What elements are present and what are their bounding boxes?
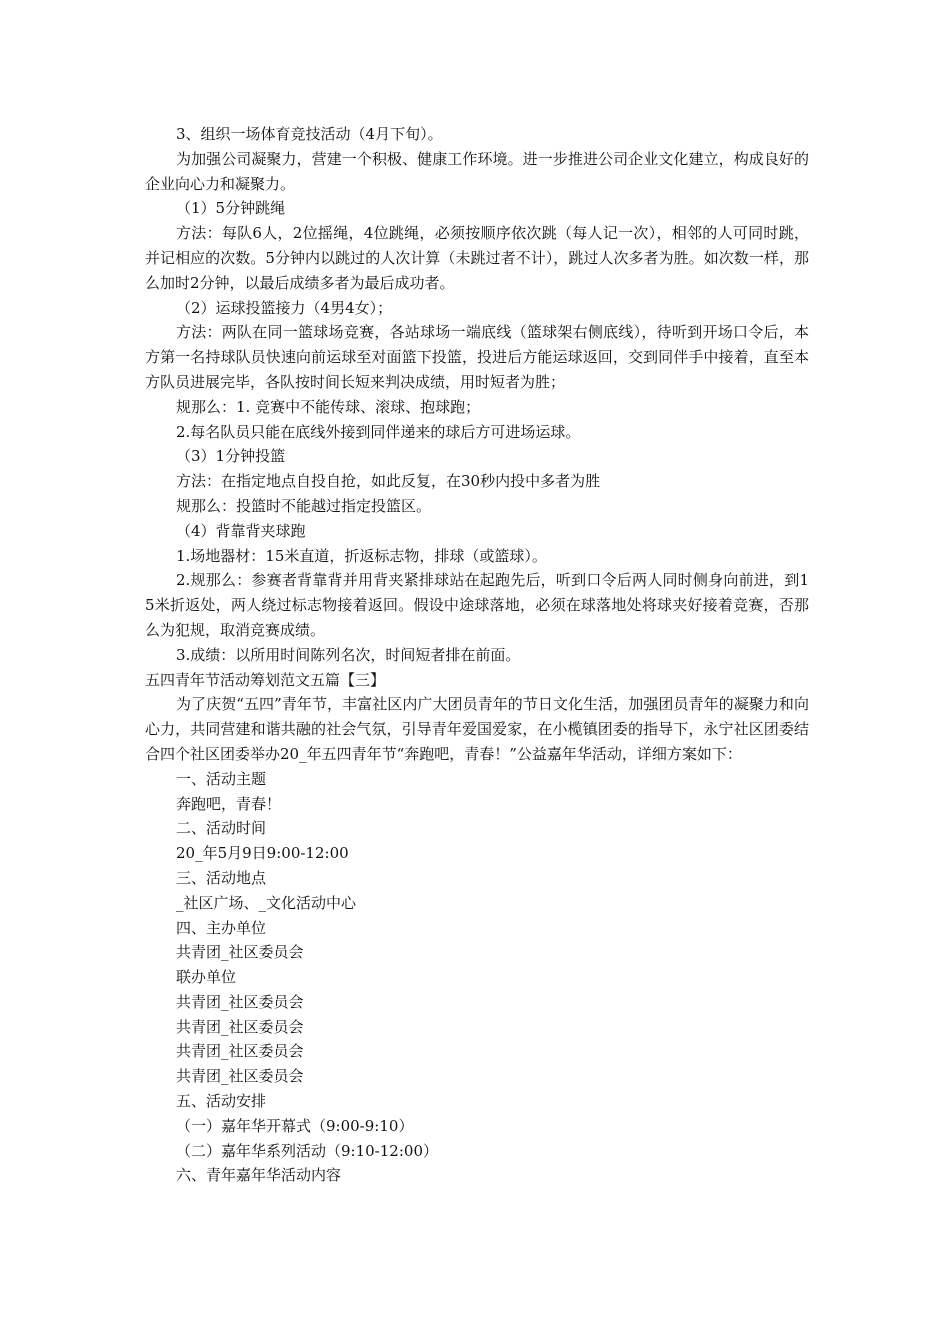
paragraph: （2）运球投篮接力（4男4女）； [176,298,393,317]
paragraph: （一）嘉年华开幕式（9:00-9:10） [176,1116,414,1135]
paragraph: 方法：在指定地点自投自抢，如此反复，在30秒内投中多者为胜 [176,472,601,491]
paragraph: 四、主办单位 [176,918,267,937]
paragraph: 为加强公司凝聚力，营建一个积极、健康工作环境。进一步推进公司企业文化建立，构成良好的企业向心力和凝聚力。 [145,149,809,193]
paragraph: 方法：两队在同一篮球场竞赛，各站球场一端底线（篮球架右侧底线），待听到开场口令后，本方第一名持球队员快速向前运球至对面篮下投篮，投进后方能运球返回，交到同伴手中接着，直至本方队员进展完毕，各队按时间长短来判决成绩，用时短者为胜； [145,323,809,391]
paragraph: 三、活动地点 [176,868,267,887]
paragraph: 规那么：1. 竞赛中不能传球、滚球、抱球跑； [176,397,481,416]
paragraph: _社区广场、_文化活动中心 [176,893,357,912]
paragraph: 3、组织一场体育竞技活动（4月下旬）。 [176,125,443,143]
paragraph: 共青团_社区委员会 [176,943,304,962]
paragraph: 2.规那么：参赛者背靠背并用背夹紧排球站在起跑先后，听到口令后两人同时侧身向前进，到15米折返处，两人绕过标志物接着返回。假设中途球落地，必须在球落地处将球夹好接着竞赛，否那么为犯规，取消竞赛成绩。 [145,571,809,639]
paragraph: 二、活动时间 [176,819,267,838]
paragraph: 奔跑吧，青春！ [176,794,282,813]
document-page [145,122,809,1188]
paragraph: 共青团_社区委员会 [176,992,304,1011]
paragraph: 1.场地器材：15米直道，折返标志物，排球（或篮球）。 [176,546,547,565]
paragraph: （3）1分钟投篮 [176,447,286,466]
paragraph: 2.每名队员只能在底线外接到同伴递来的球后方可进场运球。 [176,422,581,441]
paragraph: 20_年5月9日9:00-12:00 [176,844,349,863]
paragraph: （二）嘉年华系列活动（9:10-12:00） [176,1141,438,1160]
paragraph: 3.成绩：以所用时间陈列名次，时间短者排在前面。 [176,645,521,664]
section-heading: 五四青年节活动筹划范文五篇【三】 [145,670,386,689]
paragraph: 规那么：投篮时不能越过指定投篮区。 [176,496,432,515]
paragraph: 联办单位 [176,968,237,987]
paragraph: 六、青年嘉年华活动内容 [176,1166,342,1185]
paragraph: （1）5分钟跳绳 [176,199,286,218]
paragraph: 共青团_社区委员会 [176,1017,304,1036]
paragraph: 方法：每队6人，2位摇绳，4位跳绳，必须按顺序依次跳（每人记一次），相邻的人可同时跳，并记相应的次数。5分钟内以跳过的人次计算（未跳过者不计），跳过人次多者为胜。如次数一样，那么加时2分钟，以最后成绩多者为最后成功者。 [145,224,809,292]
paragraph: 共青团_社区委员会 [176,1042,304,1061]
paragraph: 一、活动主题 [176,769,267,788]
paragraph: 为了庆贺“五四”青年节，丰富社区内广大团员青年的节日文化生活，加强团员青年的凝聚力和向心力，共同营建和谐共融的社会气氛，引导青年爱国爱家，在小榄镇团委的指导下，永宁社区团委结合四个社区团委举办20_年五四青年节“奔跑吧，青春！”公益嘉年华活动，详细方案如下： [145,695,809,763]
paragraph: （4）背靠背夹球跑 [176,521,306,540]
paragraph: 共青团_社区委员会 [176,1067,304,1086]
paragraph: 五、活动安排 [176,1092,267,1111]
